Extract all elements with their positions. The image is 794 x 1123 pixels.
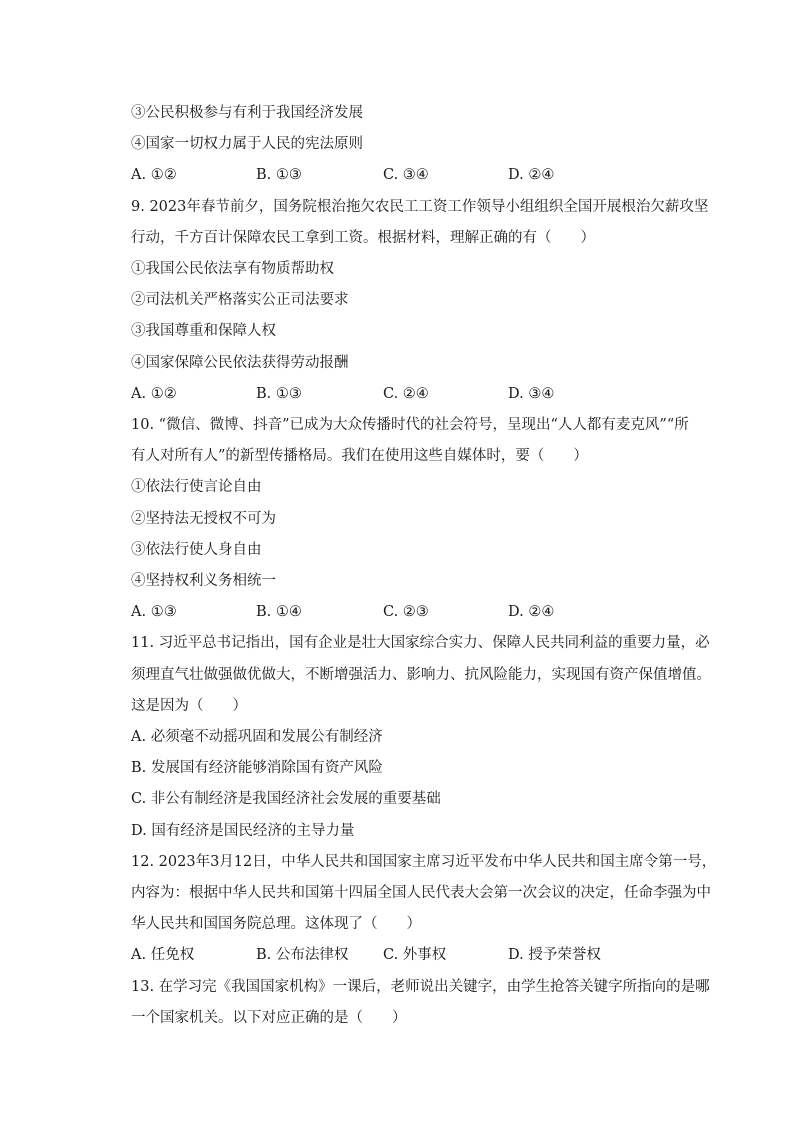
answer-options-row <box>131 384 711 404</box>
text-line: ①依法行使言论自由 <box>131 479 262 495</box>
text-line: 内容为：根据中华人民共和国第十四届全国人民代表大会第一次会议的决定，任命李强为中 <box>131 885 711 901</box>
text-line: ④国家保障公民依法获得劳动报酬 <box>131 355 349 371</box>
text-line: 9. 2023年春节前夕，国务院根治拖欠农民工工资工作领导小组组织全国开展根治欠薪攻坚 <box>131 199 709 215</box>
text-line: ③我国尊重和保障人权 <box>131 323 276 339</box>
text-line: A. 必须毫不动摇巩固和发展公有制经济 <box>131 729 383 745</box>
answer-option: A. ①③ <box>131 604 177 620</box>
text-line: ③公民积极参与有利于我国经济发展 <box>131 105 363 121</box>
answer-option: D. ②④ <box>508 604 555 620</box>
text-line: 11. 习近平总书记指出，国有企业是壮大国家综合实力、保障人民共同利益的重要力量，必 <box>131 635 710 651</box>
answer-option: D. ③④ <box>508 386 555 402</box>
text-line: ④坚持权利义务相统一 <box>131 573 276 589</box>
text-line: 12. 2023年3月12日，中华人民共和国国家主席习近平发布中华人民共和国主席令第一号， <box>131 854 717 870</box>
answer-options-row <box>131 602 711 622</box>
text-line: ②司法机关严格落实公正司法要求 <box>131 292 349 308</box>
answer-options-row <box>131 945 711 965</box>
text-line: 这是因为（ ） <box>131 698 247 714</box>
answer-options-row <box>131 165 711 185</box>
answer-option: C. ②③ <box>383 604 429 620</box>
answer-option: B. ①③ <box>256 386 302 402</box>
text-line: 一个国家机关。以下对应正确的是（ ） <box>131 1010 407 1026</box>
text-line: ②坚持法无授权不可为 <box>131 511 276 527</box>
answer-option: D. 授予荣誉权 <box>508 947 601 963</box>
text-line: B. 发展国有经济能够消除国有资产风险 <box>131 760 383 776</box>
answer-option: A. ①② <box>131 386 177 402</box>
answer-option: C. ②④ <box>383 386 429 402</box>
text-line: 10. “微信、微博、抖音”已成为大众传播时代的社会符号，呈现出“人人都有麦克风”“所 <box>131 417 689 433</box>
text-line: D. 国有经济是国民经济的主导力量 <box>131 823 355 839</box>
text-line: 须理直气壮做强做优做大，不断增强活力、影响力、抗风险能力，实现国有资产保值增值。 <box>131 667 711 683</box>
answer-option: D. ②④ <box>508 167 555 183</box>
text-line: ③依法行使人身自由 <box>131 542 262 558</box>
answer-option: A. 任免权 <box>131 947 195 963</box>
text-line: 有人对所有人”的新型传播格局。我们在使用这些自媒体时，要（ ） <box>131 448 588 464</box>
answer-option: A. ①② <box>131 167 177 183</box>
answer-option: C. 外事权 <box>383 947 447 963</box>
text-line: 13. 在学习完《我国国家机构》一课后，老师说出关键字，由学生抢答关键字所指向的是哪 <box>131 979 710 995</box>
text-line: 行动，千方百计保障农民工拿到工资。根据材料，理解正确的有（ ） <box>131 230 595 246</box>
answer-option: B. 公布法律权 <box>256 947 349 963</box>
text-line: 华人民共和国国务院总理。这体现了（ ） <box>131 916 421 932</box>
answer-option: B. ①③ <box>256 167 302 183</box>
text-line: ①我国公民依法享有物质帮助权 <box>131 261 334 277</box>
answer-option: B. ①④ <box>256 604 302 620</box>
answer-option: C. ③④ <box>383 167 429 183</box>
text-line: C. 非公有制经济是我国经济社会发展的重要基础 <box>131 791 441 807</box>
text-line: ④国家一切权力属于人民的宪法原则 <box>131 136 363 152</box>
